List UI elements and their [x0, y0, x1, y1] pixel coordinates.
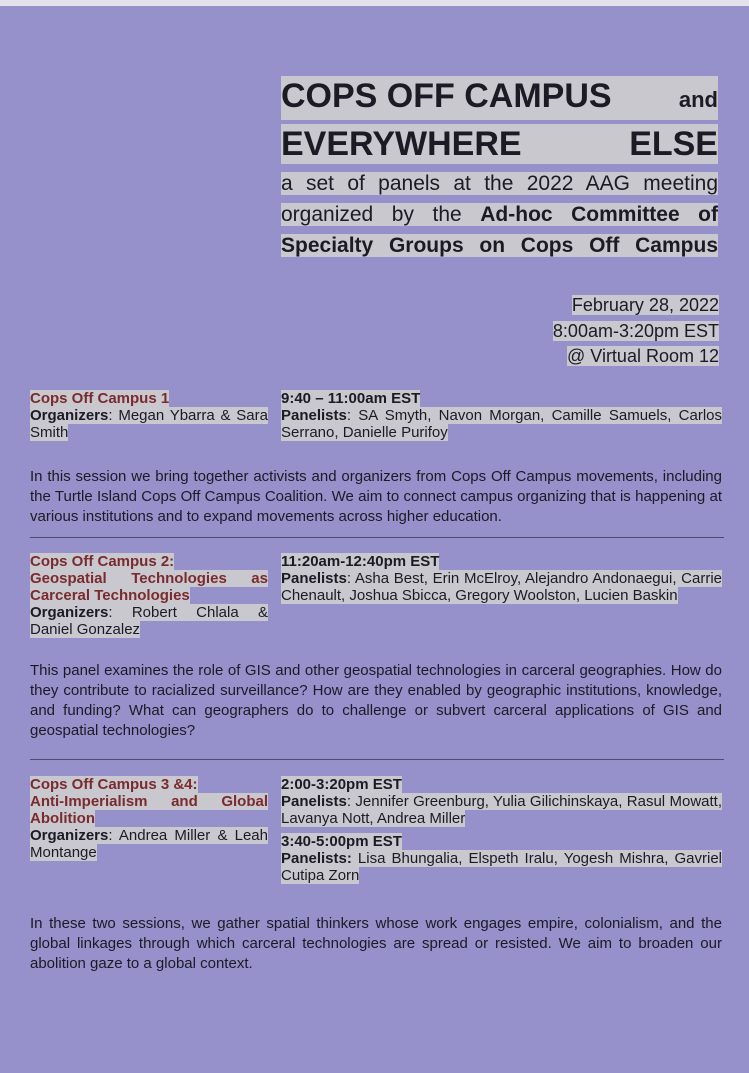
- subtitle-line-2-bold: Ad-hoc Committee of: [480, 203, 719, 226]
- organizers-label: Organizers: [30, 827, 109, 844]
- event-time: 8:00am-3:20pm EST: [552, 320, 719, 341]
- organizers: : Robert Chlala & Daniel Gonzalez: [30, 604, 268, 638]
- organizers: : Andrea Miller & Leah Montange: [30, 827, 268, 861]
- panelists-label: Panelists: [281, 570, 347, 587]
- divider: [30, 537, 724, 538]
- session-time: 3:40-5:00pm EST: [281, 833, 402, 850]
- session-title: Geospatial Technologies as: [30, 570, 268, 587]
- panelists: : Jennifer Greenburg, Yulia Gilichinskaya, Rasul Mowatt, Lavanya Nott, Andrea Miller: [281, 793, 722, 827]
- session-title: Carceral Technologies: [30, 587, 190, 604]
- subtitle-line-3-bold: Specialty Groups on Cops Off Campus: [281, 234, 718, 257]
- panelists: : SA Smyth, Navon Morgan, Camille Samuels, Carlos Serrano, Danielle Purifoy: [281, 407, 722, 441]
- session-time: 11:20am-12:40pm EST: [281, 553, 440, 570]
- title-line-2: [281, 124, 718, 164]
- panelists: : Asha Best, Erin McElroy, Alejandro Andonaegui, Carrie Chenault, Joshua Sbicca, Gregory Woolston, Lucien Baskin: [281, 570, 722, 604]
- session-time: 2:00-3:20pm EST: [281, 776, 402, 793]
- session-title: Cops Off Campus 3 &4:: [30, 776, 198, 793]
- session-description: In this session we bring together activists and organizers from Cops Off Campus movements, including the Turtle Island Cops Off Campus Coalition. We aim to connect campus organizing that is happening at various institutions and to expand movements across higher education.: [30, 468, 722, 525]
- panelists-label: Panelists:: [281, 850, 352, 867]
- subtitle: [281, 168, 718, 261]
- session-title: Anti-Imperialism and Global: [30, 793, 268, 810]
- panelists-label: Panelists: [281, 407, 347, 424]
- session-time: 9:40 – 11:00am EST: [281, 390, 421, 407]
- organizers: : Megan Ybarra & Sara Smith: [30, 407, 268, 441]
- organizers-label: Organizers: [30, 407, 109, 424]
- panelists: Lisa Bhungalia, Elspeth Iralu, Yogesh Mishra, Gavriel Cutipa Zorn: [281, 850, 722, 884]
- session-title: Abolition: [30, 810, 95, 827]
- panelists-label: Panelists: [281, 793, 347, 810]
- subtitle-line-2-pre: organized by the: [281, 203, 481, 226]
- session-title: Cops Off Campus 1: [30, 390, 170, 407]
- subtitle-line-1: a set of panels at the 2022 AAG meeting: [281, 172, 718, 195]
- session-description: In these two sessions, we gather spatial thinkers whose work engages empire, colonialism, and the global linkages through which carceral technologies are spread or resisted. We aim to broaden our abolition gaze to a global context.: [30, 915, 722, 972]
- flyer-page: [0, 6, 749, 1073]
- title-else: ELSE: [629, 125, 718, 163]
- divider: [30, 759, 724, 760]
- organizers-label: Organizers: [30, 604, 109, 621]
- title-everywhere: EVERYWHERE: [281, 125, 522, 163]
- event-date: February 28, 2022: [571, 295, 719, 315]
- title-main: COPS OFF CAMPUS: [281, 77, 612, 115]
- session-title: Cops Off Campus 2:: [30, 553, 175, 570]
- title-block: [281, 76, 718, 261]
- title-and: and: [678, 87, 718, 112]
- session-description: This panel examines the role of GIS and other geospatial technologies in carceral geographies. How do they contribute to racialized surveillance? How are they enabled by geographic institutions, knowledge, and funding? What can geographers do to challenge or subvert carceral applications of GIS and geospatial technologies?: [30, 662, 722, 739]
- event-room: @ Virtual Room 12: [566, 346, 719, 366]
- event-details: [553, 293, 719, 370]
- title-line-1: [281, 76, 718, 120]
